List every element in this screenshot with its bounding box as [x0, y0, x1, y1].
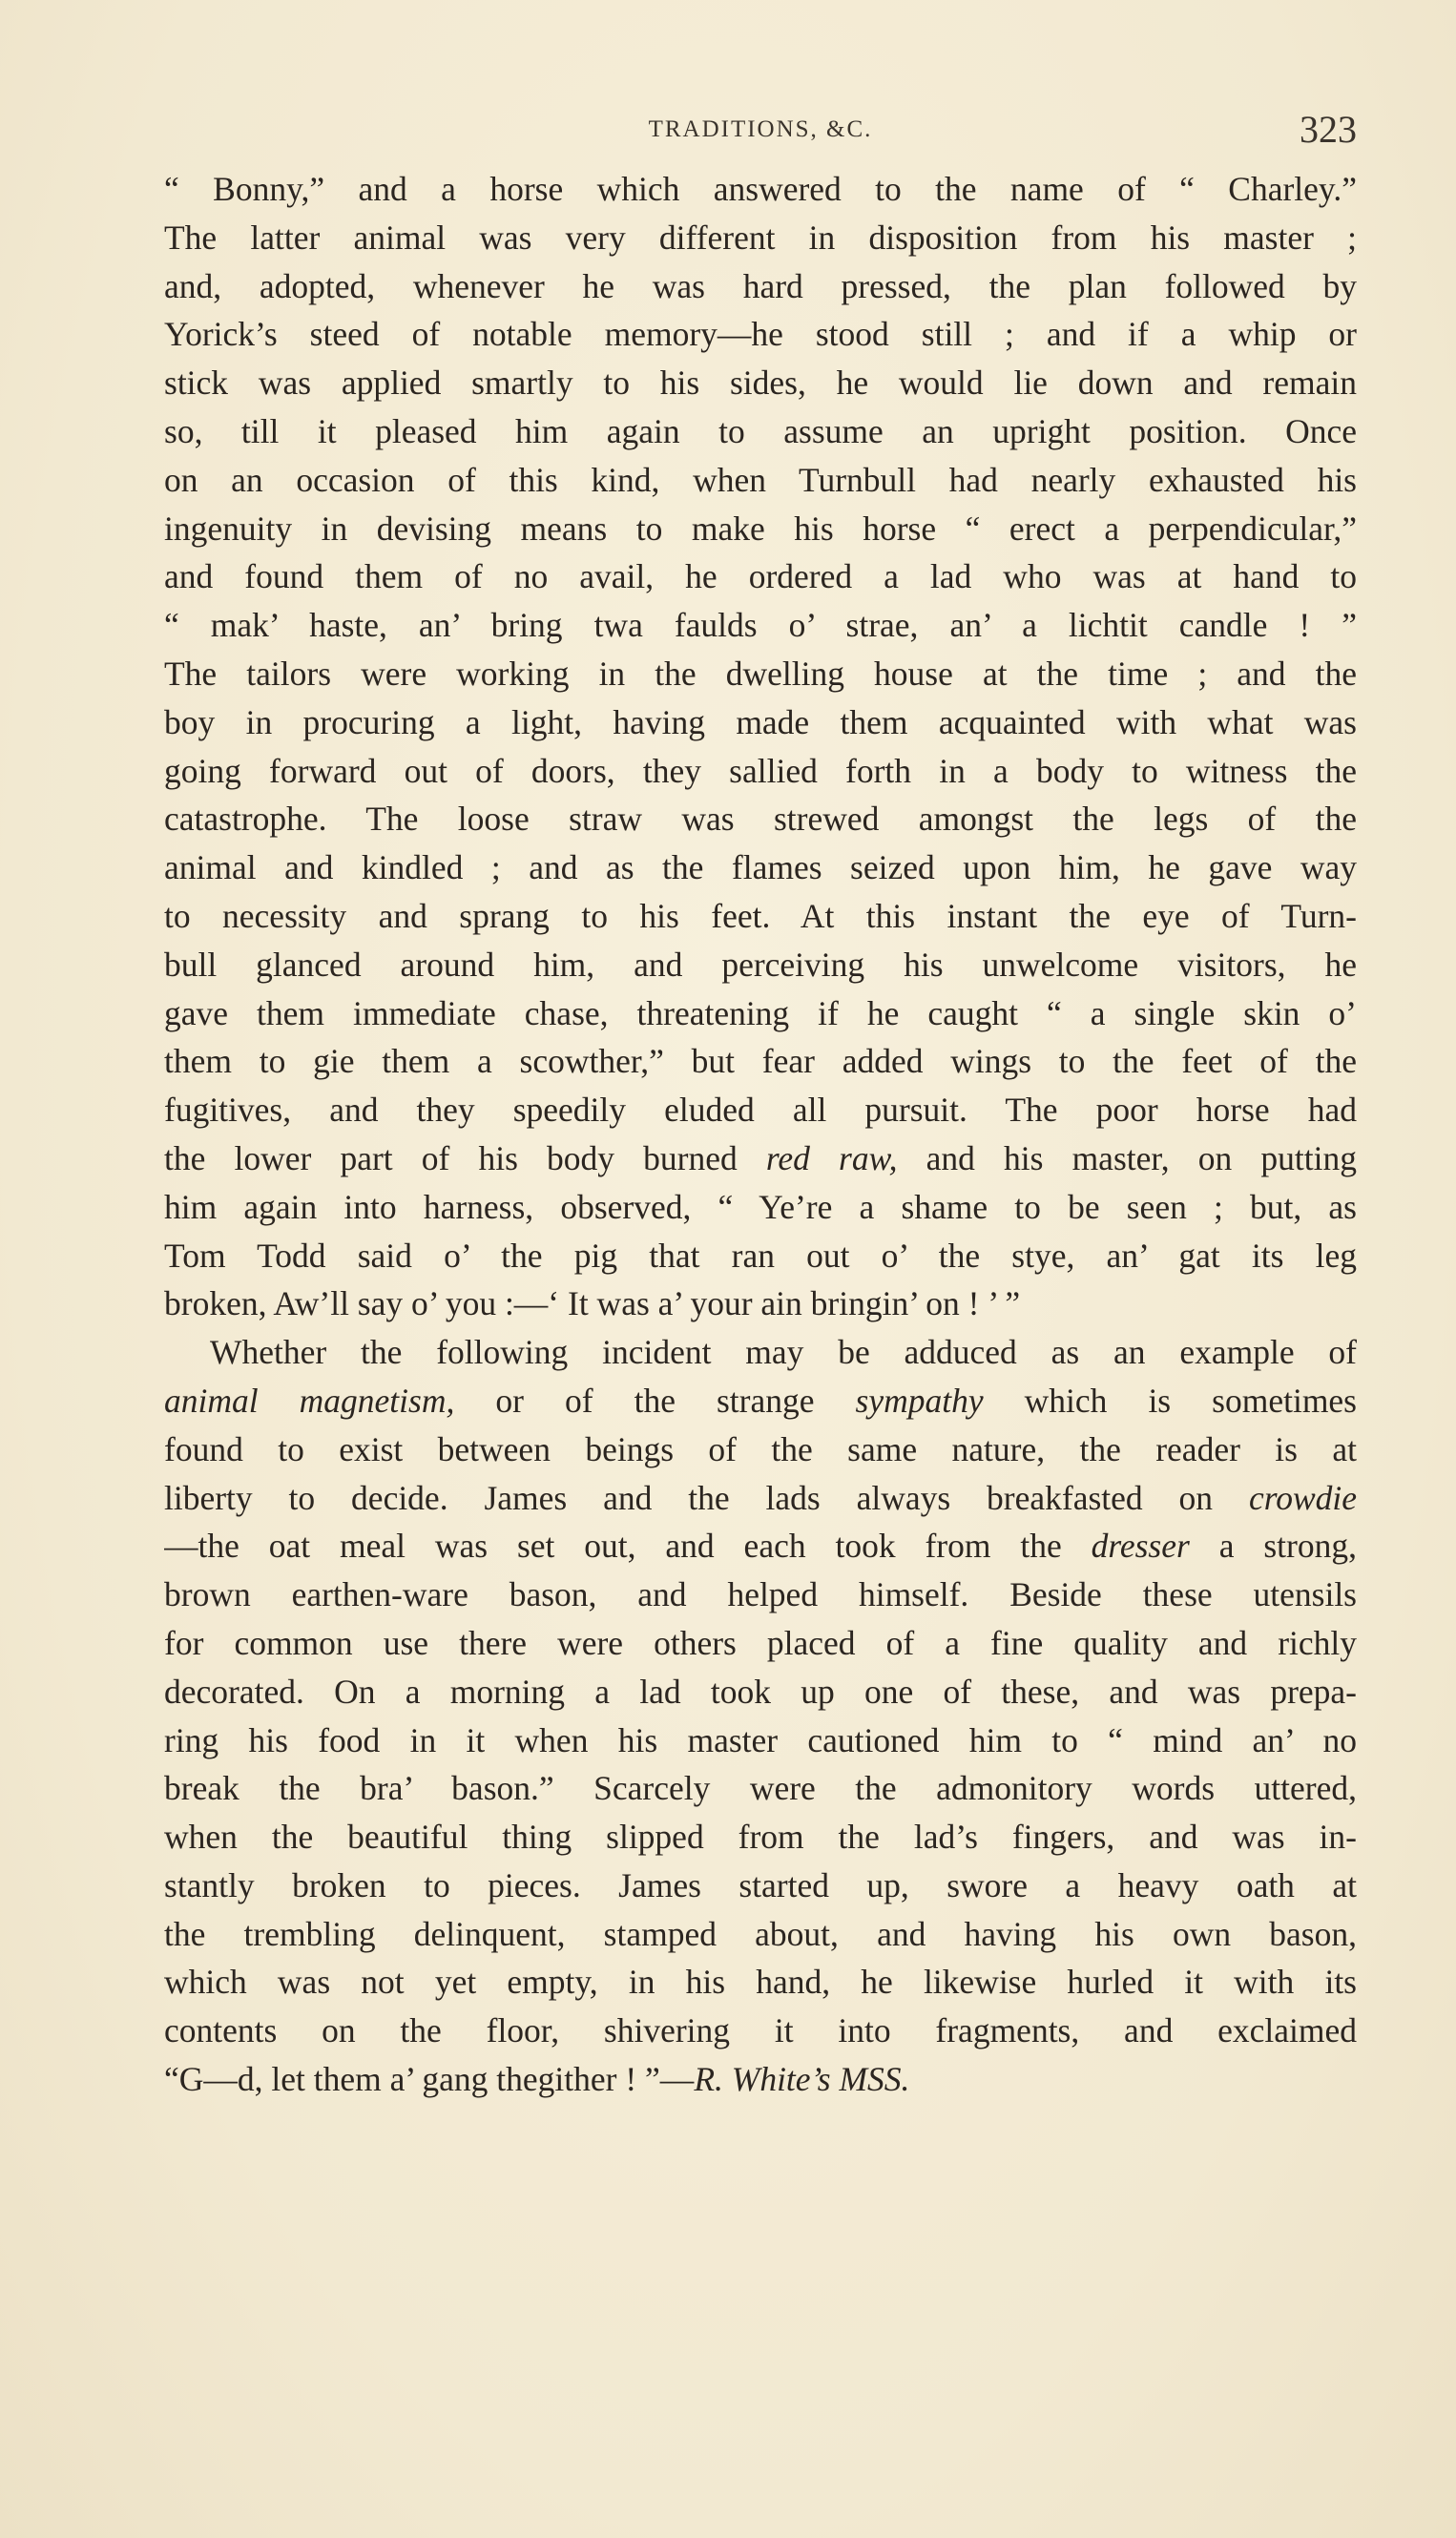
- body-text: [164, 165, 1357, 2104]
- text-line: the trembling delinquent, stamped about, and having his own bason,: [164, 1914, 1357, 1953]
- page-number: 323: [1300, 108, 1357, 151]
- text-line: The latter animal was very different in disposition from his master ;: [164, 218, 1357, 257]
- text-line: him again into harness, observed, “ Ye’re a shame to be seen ; but, as: [164, 1187, 1357, 1226]
- text-line: when the beautiful thing slipped from the lad’s fingers, and was in-: [164, 1818, 1357, 1857]
- text-segment: a strong,: [1189, 1527, 1357, 1566]
- text-segment: —the oat meal was set out, and each took from the: [164, 1527, 1092, 1566]
- text-line: fugitives, and they speedily eluded all pursuit. The poor horse had: [164, 1091, 1357, 1130]
- text-line: catastrophe. The loose straw was strewed amongst the legs of the: [164, 800, 1357, 839]
- text-line: and found them of no avail, he ordered a lad who was at hand to: [164, 557, 1357, 596]
- text-line: on an occasion of this kind, when Turnbull had nearly exhausted his: [164, 460, 1357, 499]
- text-line: ingenuity in devising means to make his horse “ erect a perpendicular,”: [164, 509, 1357, 548]
- text-line: to necessity and sprang to his feet. At this instant the eye of Turn-: [164, 896, 1357, 935]
- italic-text: R. White’s MSS.: [694, 2060, 910, 2099]
- running-head: TRADITIONS, &C.: [648, 116, 873, 142]
- text-line: boy in procuring a light, having made them acquainted with what was: [164, 702, 1357, 741]
- italic-text: dresser: [1091, 1527, 1190, 1566]
- text-line: and, adopted, whenever he was hard pressed, the plan followed by: [164, 266, 1357, 305]
- text-line: [164, 1134, 1357, 1183]
- text-line: gave them immediate chase, threatening if he caught “ a single skin o’: [164, 993, 1357, 1032]
- text-line: “ Bonny,” and a horse which answered to the name of “ Charley.”: [164, 170, 1357, 208]
- text-line: which was not yet empty, in his hand, he likewise hurled it with its: [164, 1963, 1357, 2002]
- text-line: animal and kindled ; and as the flames seized upon him, he gave way: [164, 848, 1357, 887]
- text-line: them to gie them a scowther,” but fear added wings to the feet of the: [164, 1042, 1357, 1081]
- text-line: stick was applied smartly to his sides, he would lie down and remain: [164, 364, 1357, 403]
- text-line: brown earthen-ware bason, and helped himself. Beside these utensils: [164, 1575, 1357, 1614]
- text-segment: liberty to decide. James and the lads always breakfasted on: [164, 1478, 1249, 1517]
- text-line: found to exist between beings of the same nature, the reader is at: [164, 1429, 1357, 1468]
- text-line: break the bra’ bason.” Scarcely were the admonitory words uttered,: [164, 1769, 1357, 1808]
- text-line: The tailors were working in the dwelling house at the time ; and the: [164, 654, 1357, 693]
- text-segment: “G—d, let them a’ gang thegither ! ”—: [164, 2060, 695, 2099]
- text-line: [164, 2055, 1357, 2104]
- text-line: Yorick’s steed of notable memory—he stood still ; and if a whip or: [164, 315, 1357, 354]
- text-segment: and his master, on putting: [897, 1138, 1357, 1177]
- italic-text: red raw,: [765, 1138, 898, 1177]
- italic-text: crowdie: [1248, 1478, 1357, 1517]
- text-line: broken, Aw’ll say o’ you :—‘ It was a’ your ain bringin’ on ! ’ ”: [164, 1284, 1021, 1323]
- text-segment: or of the strange: [454, 1381, 856, 1420]
- text-line: decorated. On a morning a lad took up one of these, and was prepa-: [164, 1672, 1357, 1711]
- text-line: [164, 1522, 1357, 1571]
- text-line: for common use there were others placed of a fine quality and richly: [164, 1623, 1357, 1662]
- text-line: Tom Todd said o’ the pig that ran out o’ the stye, an’ gat its leg: [164, 1236, 1357, 1275]
- text-line: ring his food in it when his master cautioned him to “ mind an’ no: [164, 1720, 1357, 1759]
- text-line: Whether the following incident may be adduced as an example of: [210, 1333, 1357, 1372]
- text-segment: which is sometimes: [983, 1381, 1357, 1420]
- text-segment: the lower part of his body burned: [164, 1138, 766, 1177]
- text-line: [164, 1377, 1357, 1425]
- text-line: stantly broken to pieces. James started up, swore a heavy oath at: [164, 1865, 1357, 1904]
- italic-text: sympathy: [855, 1381, 984, 1420]
- text-line: going forward out of doors, they sallied forth in a body to witness the: [164, 751, 1357, 790]
- italic-text: animal magnetism,: [164, 1381, 455, 1420]
- text-line: so, till it pleased him again to assume an upright position. Once: [164, 411, 1357, 450]
- text-line: contents on the floor, shivering it into fragments, and exclaimed: [164, 2011, 1357, 2050]
- page-header: [164, 107, 1357, 155]
- text-line: [164, 1474, 1357, 1523]
- text-line: bull glanced around him, and perceiving his unwelcome visitors, he: [164, 945, 1357, 984]
- text-line: “ mak’ haste, an’ bring twa faulds o’ strae, an’ a lichtit candle ! ”: [164, 606, 1357, 645]
